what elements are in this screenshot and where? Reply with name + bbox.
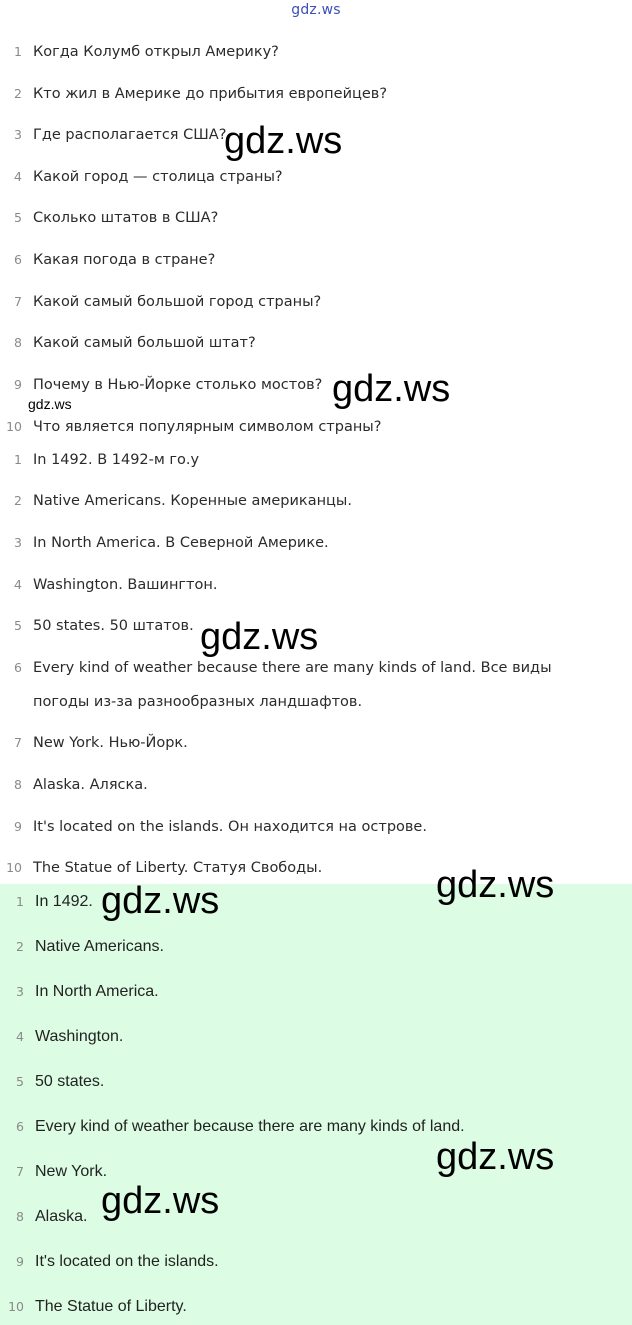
item-number: 9 xyxy=(14,819,22,834)
item-number: 5 xyxy=(14,618,22,633)
watermark: gdz.ws xyxy=(332,368,451,410)
item-number: 10 xyxy=(8,1299,24,1314)
watermark: gdz.ws xyxy=(200,616,319,658)
item-number: 2 xyxy=(14,493,22,508)
answer-text: The Statue of Liberty. Статуя Свободы. xyxy=(33,860,323,876)
watermark: gdz.ws xyxy=(436,1136,555,1178)
item-number: 1 xyxy=(14,452,22,467)
item-number: 8 xyxy=(16,1209,24,1224)
question-text: Что является популярным символом страны? xyxy=(33,419,382,435)
item-number: 10 xyxy=(6,419,22,434)
question-text: Где располагается США? xyxy=(33,127,227,143)
item-number: 1 xyxy=(16,894,24,909)
item-number: 4 xyxy=(14,577,22,592)
answer-text: In North America. В Северной Америке. xyxy=(33,535,329,551)
question-text: Когда Колумб открыл Америку? xyxy=(33,44,279,60)
answer-text: Alaska. xyxy=(35,1208,88,1225)
answer-text: 50 states. 50 штатов. xyxy=(33,618,194,634)
answer-text: It's located on the islands. xyxy=(35,1253,219,1270)
question-text: Какой самый большой штат? xyxy=(33,335,256,351)
item-number: 4 xyxy=(14,169,22,184)
item-number: 3 xyxy=(14,127,22,142)
item-number: 7 xyxy=(14,294,22,309)
item-number: 9 xyxy=(14,377,22,392)
watermark: gdz.ws xyxy=(28,396,72,412)
answer-text: Washington. xyxy=(35,1028,124,1045)
item-number: 2 xyxy=(14,86,22,101)
item-number: 8 xyxy=(14,335,22,350)
item-number: 6 xyxy=(16,1119,24,1134)
answer-text: Every kind of weather because there are many kinds of land. Все виды xyxy=(33,660,552,676)
question-text: Какая погода в стране? xyxy=(33,252,216,268)
answer-text: In 1492. xyxy=(35,893,93,910)
item-number: 7 xyxy=(14,735,22,750)
answer-text: New York. xyxy=(35,1163,108,1180)
item-number: 10 xyxy=(6,860,22,875)
item-number: 5 xyxy=(16,1074,24,1089)
answers-panel xyxy=(0,880,632,1325)
question-text: Какой город — столица страны? xyxy=(33,169,283,185)
item-number: 6 xyxy=(14,660,22,675)
item-number: 7 xyxy=(16,1164,24,1179)
answer-text: Every kind of weather because there are many kinds of land. xyxy=(35,1118,465,1135)
item-number: 8 xyxy=(14,777,22,792)
top-watermark: gdz.ws xyxy=(291,2,341,18)
item-number: 3 xyxy=(16,984,24,999)
answer-text: The Statue of Liberty. xyxy=(35,1298,187,1315)
item-number: 5 xyxy=(14,210,22,225)
watermark: gdz.ws xyxy=(101,880,220,922)
answer-text: Washington. Вашингтон. xyxy=(33,577,218,593)
answer-text: Alaska. Аляска. xyxy=(33,777,148,793)
item-number: 9 xyxy=(16,1254,24,1269)
question-text: Почему в Нью-Йорке столько мостов? xyxy=(33,377,323,393)
answer-text: погоды из-за разнообразных ландшафтов. xyxy=(33,694,363,710)
answer-text: 50 states. xyxy=(35,1073,105,1090)
watermark: gdz.ws xyxy=(436,864,555,906)
question-text: Сколько штатов в США? xyxy=(33,210,219,226)
item-number: 1 xyxy=(14,44,22,59)
item-number: 3 xyxy=(14,535,22,550)
watermark: gdz.ws xyxy=(101,1180,220,1222)
watermark: gdz.ws xyxy=(224,120,343,162)
question-text: Какой самый большой город страны? xyxy=(33,294,322,310)
question-text: Кто жил в Америке до прибытия европейцев? xyxy=(33,86,388,102)
answer-text: It's located on the islands. Он находится на острове. xyxy=(33,819,427,835)
answer-text: In North America. xyxy=(35,983,159,1000)
answer-text: New York. Нью-Йорк. xyxy=(33,735,188,751)
answer-text: Native Americans. Коренные американцы. xyxy=(33,493,352,509)
item-number: 2 xyxy=(16,939,24,954)
answer-text: Native Americans. xyxy=(35,938,164,955)
item-number: 6 xyxy=(14,252,22,267)
answer-text: In 1492. В 1492-м го.у xyxy=(33,452,200,468)
item-number: 4 xyxy=(16,1029,24,1044)
